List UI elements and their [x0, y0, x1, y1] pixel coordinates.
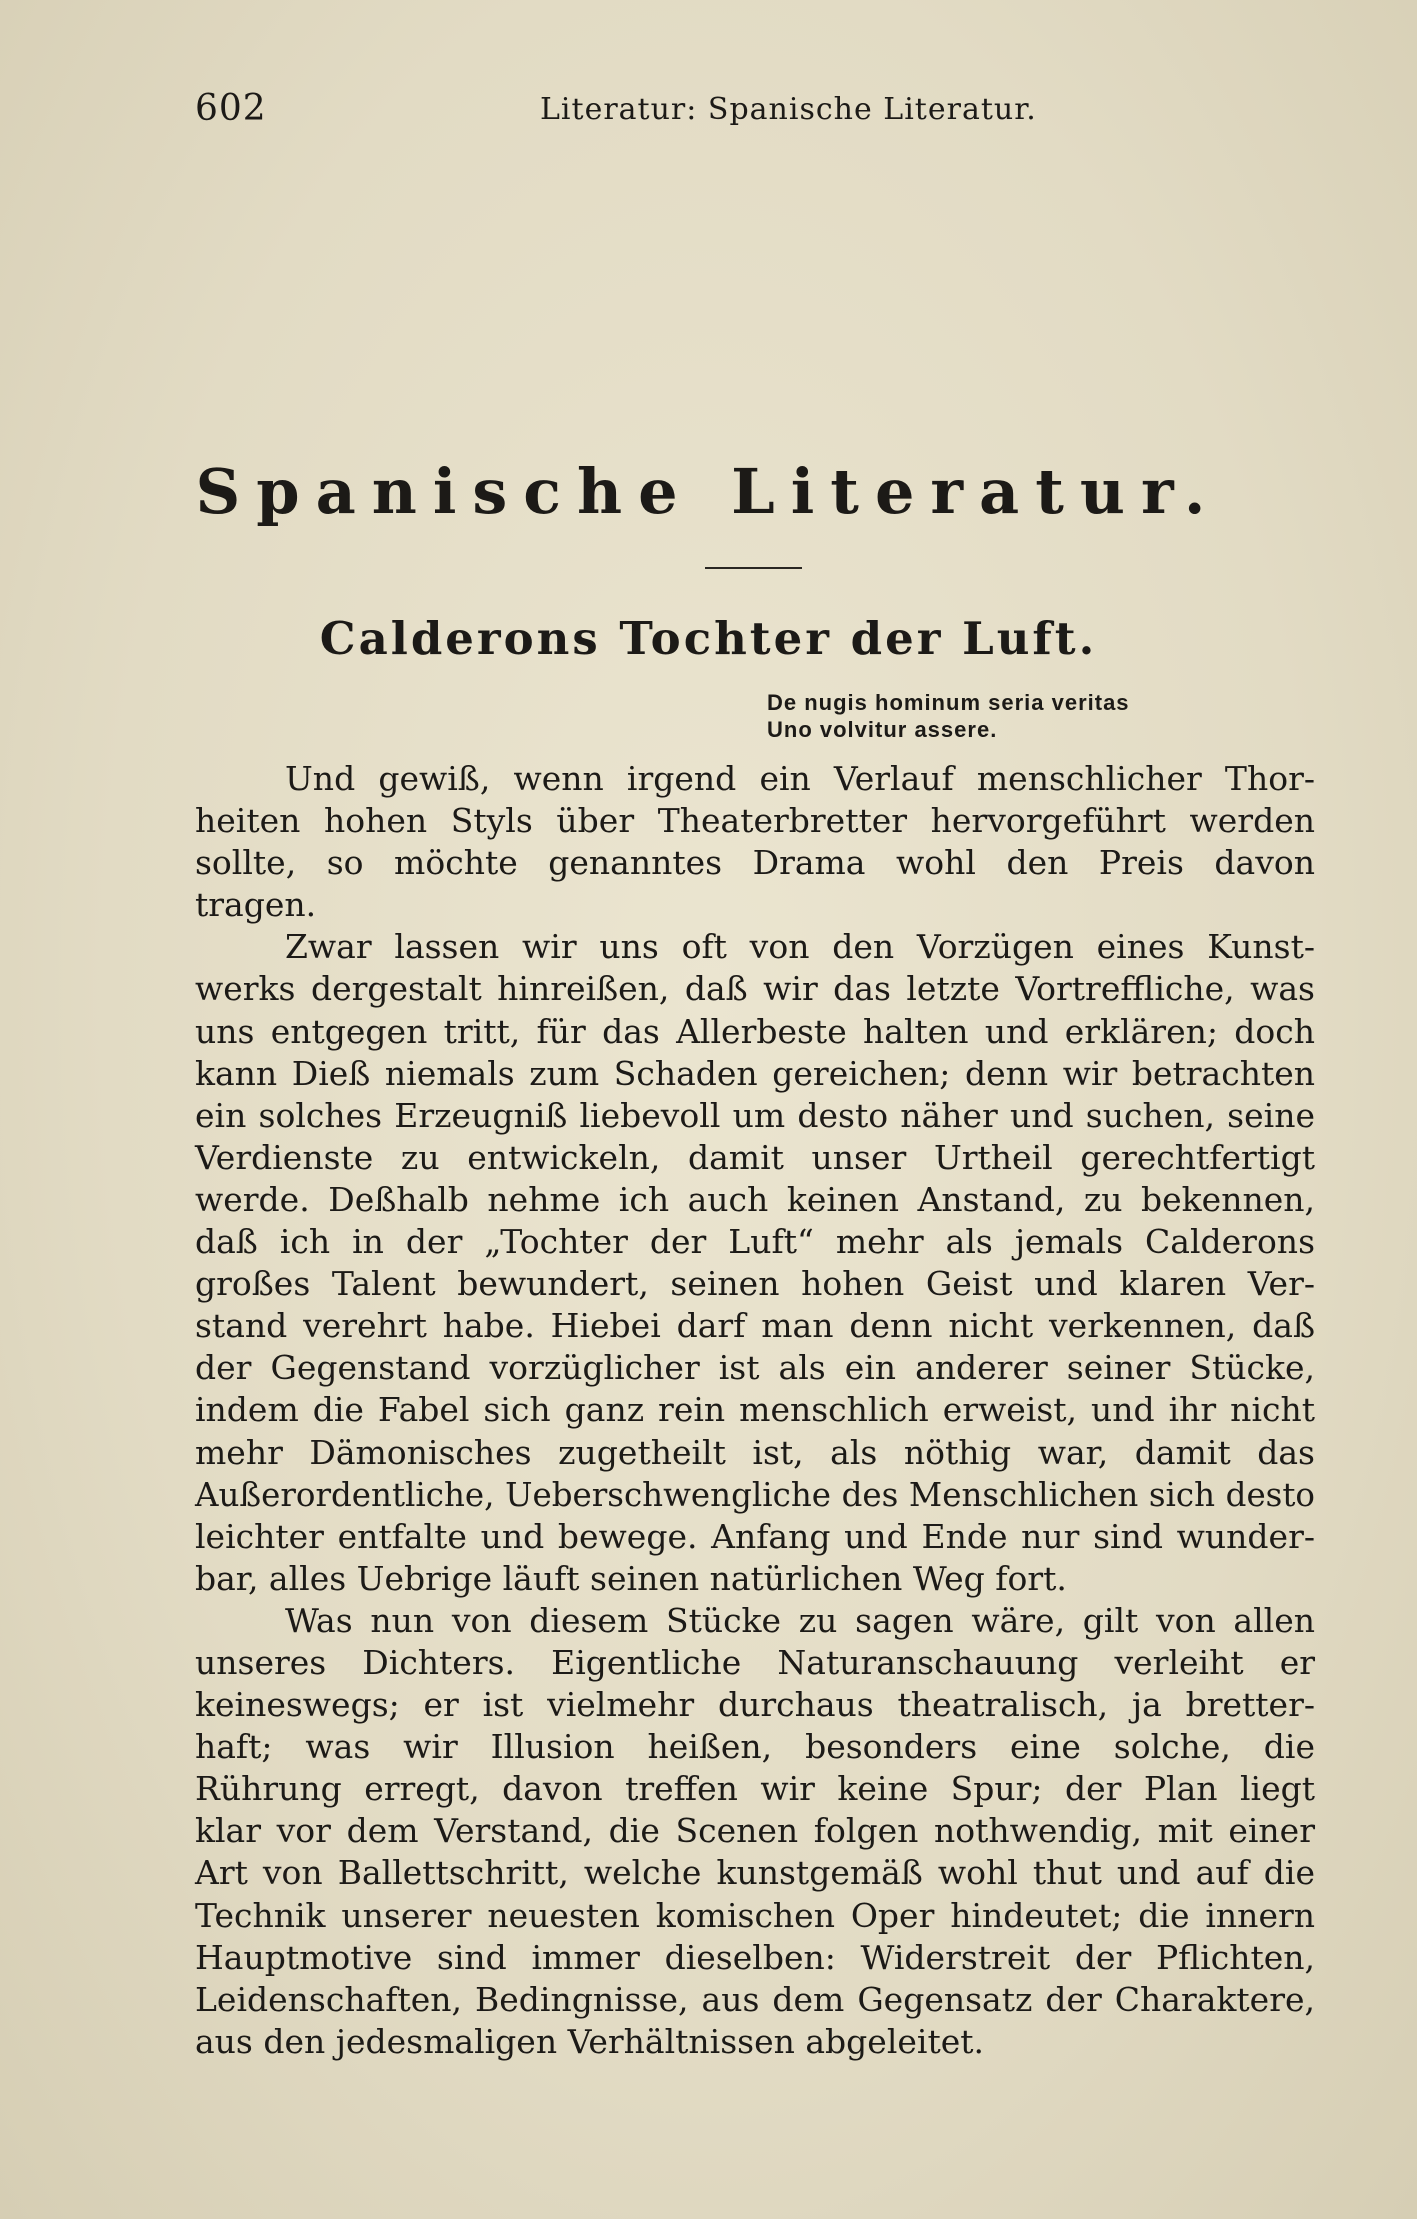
text-line: leichter entfalte und bewege. Anfang und Ende nur sind wunder- — [195, 1516, 1315, 1556]
text-line: indem die Fabel sich ganz rein menschlich erweist, und ihr nicht — [195, 1390, 1315, 1430]
text-line: unseres Dichters. Eigentliche Naturanschauung verleiht er — [195, 1642, 1315, 1682]
epigraph-line: Uno volvitur assere. — [767, 717, 998, 742]
text-line: stand verehrt habe. Hiebei darf man denn nicht verkennen, daß — [195, 1306, 1315, 1346]
text-line: Technik unserer neuesten komischen Oper hindeutet; die innern — [195, 1895, 1315, 1935]
text-line: ein solches Erzeugniß liebevoll um desto näher und suchen, seine — [195, 1095, 1315, 1135]
running-header — [195, 88, 1315, 138]
text-line: mehr Dämonisches zugetheilt ist, als nöthig war, damit das — [195, 1432, 1315, 1472]
text-line: werks dergestalt hinreißen, daß wir das letzte Vortreffliche, was — [195, 969, 1315, 1009]
text-line: Außerordentliche, Ueberschwengliche des Menschlichen sich desto — [195, 1475, 1315, 1514]
text-line: Rührung erregt, davon treffen wir keine Spur; der Plan liegt — [195, 1769, 1315, 1809]
text-line: kann Dieß niemals zum Schaden gereichen; denn wir betrachten — [195, 1053, 1315, 1093]
text-line: Leidenschaften, Bedingnisse, aus dem Gegensatz der Charaktere, — [195, 1979, 1315, 2019]
text-line: großes Talent bewundert, seinen hohen Geist und klaren Ver- — [195, 1264, 1315, 1304]
essay-title: Calderons Tochter der Luft. — [319, 612, 1098, 665]
text-line: der Gegenstand vorzüglicher ist als ein anderer seiner Stücke, — [195, 1348, 1315, 1388]
epigraph-line: De nugis hominum seria veritas — [767, 690, 1130, 715]
running-title: Literatur: Spanische Literatur. — [540, 92, 1037, 127]
epigraph — [767, 689, 1327, 743]
page-number: 602 — [195, 88, 267, 129]
text-line: heiten hohen Styls über Theaterbretter hervorgeführt werden — [195, 801, 1315, 841]
text-line: Was nun von diesem Stücke zu sagen wäre, gilt von allen — [285, 1600, 1315, 1640]
section-title: Spanische Literatur. — [195, 455, 1222, 528]
text-line: Art von Ballettschritt, welche kunstgemäß wohl thut und auf die — [195, 1853, 1315, 1893]
paragraph-3 — [195, 1600, 1315, 2063]
text-line: Zwar lassen wir uns oft von den Vorzügen eines Kunst- — [285, 927, 1315, 967]
text-line: keineswegs; er ist vielmehr durchaus theatralisch, ja bretter- — [195, 1685, 1315, 1725]
text-line: klar vor dem Verstand, die Scenen folgen nothwendig, mit einer — [195, 1811, 1315, 1851]
title-divider — [705, 567, 802, 569]
text-line: sollte, so möchte genanntes Drama wohl den Preis davon — [195, 843, 1315, 883]
text-line: aus den jedesmaligen Verhältnissen abgeleitet. — [195, 2021, 985, 2061]
paragraph-1 — [195, 758, 1315, 926]
text-line: tragen. — [195, 885, 317, 925]
text-line: uns entgegen tritt, für das Allerbeste halten und erklären; doch — [195, 1011, 1315, 1051]
text-line: Hauptmotive sind immer dieselben: Widerstreit der Pflichten, — [195, 1937, 1315, 1977]
text-line: Verdienste zu entwickeln, damit unser Urtheil gerechtfertigt — [195, 1137, 1315, 1177]
paragraph-2 — [195, 926, 1315, 1600]
text-line: bar, alles Uebrige läuft seinen natürlichen Weg fort. — [195, 1558, 1067, 1598]
text-line: haft; was wir Illusion heißen, besonders eine solche, die — [195, 1727, 1315, 1767]
body-text — [195, 758, 1315, 2063]
text-line: werde. Deßhalb nehme ich auch keinen Anstand, zu bekennen, — [195, 1179, 1315, 1219]
text-line: daß ich in der „Tochter der Luft“ mehr als jemals Calderons — [195, 1222, 1315, 1262]
text-line: Und gewiß, wenn irgend ein Verlauf menschlicher Thor- — [285, 759, 1315, 798]
